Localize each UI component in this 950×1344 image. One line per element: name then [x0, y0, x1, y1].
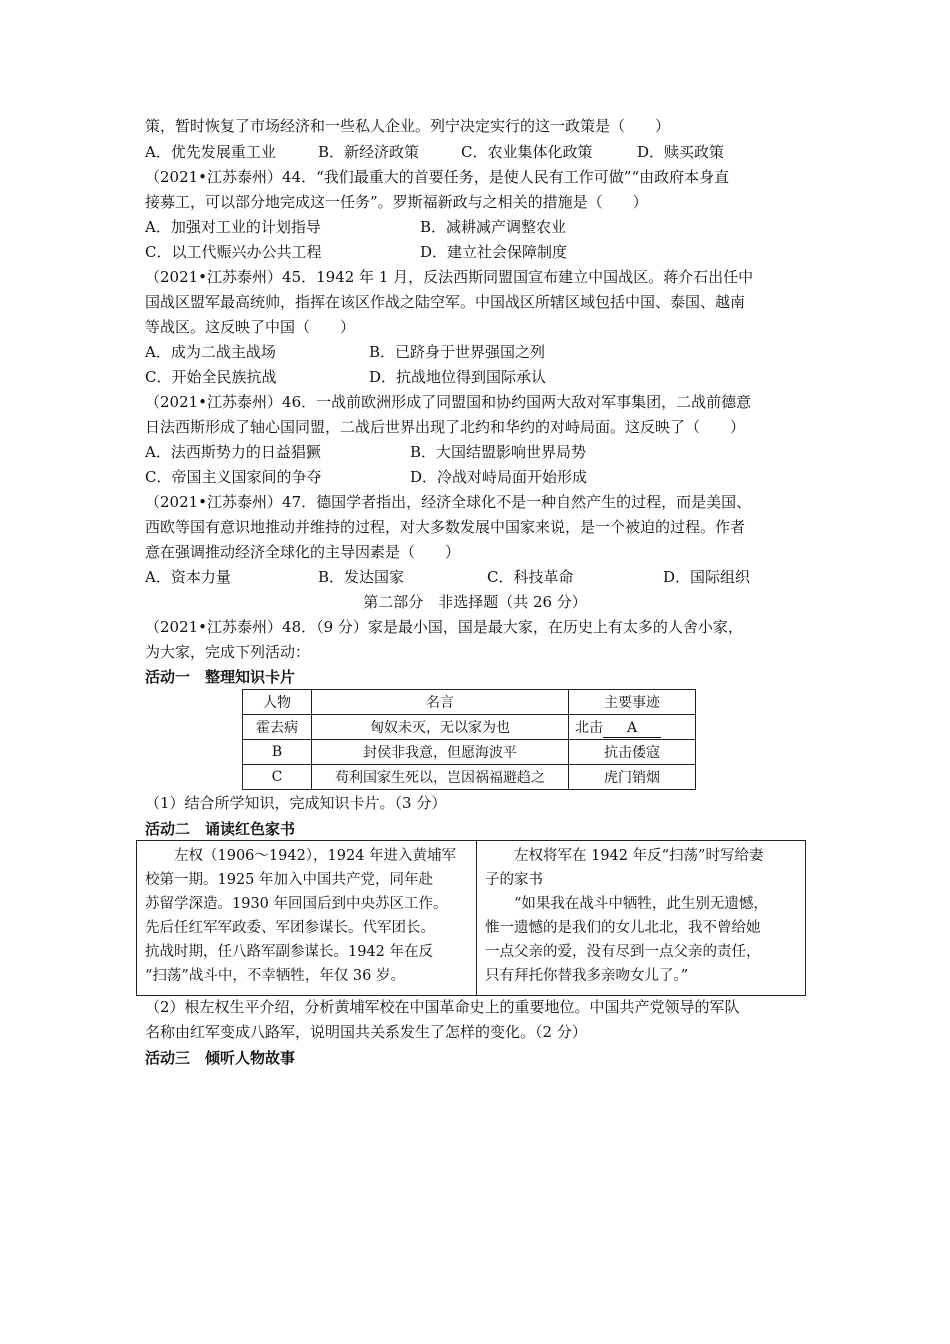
q46-stem-1: （2021•江苏泰州）46．一战前欧洲形成了同盟国和协约国两大敌对军事集团，二战前德意 — [145, 393, 752, 411]
knowledge-card-table — [242, 689, 696, 790]
q47-option-d: D．国际组织 — [663, 568, 751, 586]
q45-stem-1: （2021•江苏泰州）45．1942 年 1 月，反法西斯同盟国宣布建立中国战区。蒋介石出任中 — [145, 268, 754, 286]
biography-line: 校第一期。1925 年加入中国共产党，同年赴 — [145, 872, 434, 888]
q43-option-b: B．新经济政策 — [318, 143, 420, 161]
cell-deeds: 虎门销烟 — [569, 765, 696, 790]
q46-stem-2: 日法西斯形成了轴心国同盟，二战后世界出现了北约和华约的对峙局面。这反映了（ ） — [145, 418, 746, 436]
letter-line: “如果我在战斗中牺牲，此生别无遗憾， — [485, 896, 768, 912]
activity3-title: 活动三 倾听人物故事 — [145, 1049, 296, 1067]
activity1-title: 活动一 整理知识卡片 — [145, 668, 296, 686]
q47-option-c: C．科技革命 — [487, 568, 574, 586]
cell-quote: 匈奴未灭，无以家为也 — [312, 715, 569, 740]
q44-option-d: D．建立社会保障制度 — [420, 243, 568, 261]
table-row — [243, 715, 696, 740]
q47-option-a: A．资本力量 — [145, 568, 231, 586]
q44-option-b: B．减耕减产调整农业 — [420, 218, 567, 236]
red-letter-box — [136, 840, 806, 996]
cell-person: C — [243, 765, 312, 790]
q45-option-d: D．抗战地位得到国际承认 — [369, 368, 547, 386]
q46-option-b: B．大国结盟影响世界局势 — [410, 443, 587, 461]
biography-line: 苏留学深造。1930 年回国后到中央苏区工作。 — [145, 896, 448, 912]
q43-option-c: C．农业集体化政策 — [461, 143, 593, 161]
header-person: 人物 — [243, 690, 312, 715]
table-row — [243, 740, 696, 765]
q45-option-b: B．已跻身于世界强国之列 — [369, 343, 546, 361]
q45-option-a: A．成为二战主战场 — [145, 343, 276, 361]
column-divider — [476, 841, 477, 995]
q44-stem-2: 接募工，可以部分地完成这一任务”。罗斯福新政与之相关的措施是（ ） — [145, 193, 648, 211]
q48-stem-1: （2021•江苏泰州）48．（9 分）家是最小国，国是最大家，在历史上有太多的人舍小家， — [145, 618, 743, 636]
q46-option-c: C．帝国主义国家间的争夺 — [145, 468, 322, 486]
biography-line: 抗战时期，任八路军副参谋长。1942 年在反 — [145, 944, 434, 960]
letter-line: 一点父亲的爱，没有尽到一点父亲的责任， — [485, 944, 761, 960]
deeds-prefix: 北击 — [575, 719, 603, 736]
cell-quote: 封侯非我意，但愿海波平 — [312, 740, 569, 765]
cell-deeds — [569, 715, 696, 740]
q45-stem-2: 国战区盟军最高统帅，指挥在该区作战之陆空军。中国战区所辖区域包括中国、泰国、越南 — [145, 293, 746, 311]
activity2-question-1: （2）根左权生平介绍，分析黄埔军校在中国革命史上的重要地位。中国共产党领导的军队 — [145, 998, 740, 1016]
letter-line: 惟一遗憾的是我们的女儿北北，我不曾给她 — [485, 920, 761, 936]
q47-stem-2: 西欧等国有意识地推动并维持的过程，对大多数发展中国家来说，是一个被迫的过程。作者 — [145, 518, 746, 536]
cell-person: 霍去病 — [243, 715, 312, 740]
header-quote: 名言 — [312, 690, 569, 715]
q46-option-d: D．冷战对峙局面开始形成 — [410, 468, 588, 486]
q45-stem-3: 等战区。这反映了中国（ ） — [145, 318, 356, 336]
header-deeds: 主要事迹 — [569, 690, 696, 715]
q45-option-c: C．开始全民族抗战 — [145, 368, 277, 386]
q47-stem-1: （2021•江苏泰州）47．德国学者指出，经济全球化不是一种自然产生的过程，而是美国、 — [145, 493, 752, 511]
biography-line: “扫荡”战斗中，不幸牺牲，年仅 36 岁。 — [145, 968, 405, 984]
letter-line: 左权将军在 1942 年反“扫荡”时写给妻 — [485, 848, 764, 864]
q47-option-b: B．发达国家 — [318, 568, 405, 586]
q43-stem: 策，暂时恢复了市场经济和一些私人企业。列宁决定实行的这一政策是（ ） — [145, 117, 671, 135]
table-row — [243, 765, 696, 790]
q48-stem-2: 为大家，完成下列活动： — [145, 643, 311, 661]
q44-option-a: A．加强对工业的计划指导 — [145, 218, 321, 236]
part2-title: 第二部分 非选择题（共 26 分） — [363, 593, 587, 611]
letter-line: 子的家书 — [485, 872, 543, 888]
activity2-title: 活动二 诵读红色家书 — [145, 820, 296, 838]
q44-option-c: C．以工代赈兴办公共工程 — [145, 243, 322, 261]
q44-stem-1: （2021•江苏泰州）44．“我们最重大的首要任务，是使人民有工作可做”“由政府本身直 — [145, 168, 730, 186]
blank-a: A — [603, 720, 661, 738]
q43-option-d: D．赎买政策 — [637, 143, 725, 161]
activity2-question-2: 名称由红军变成八路军，说明国共关系发生了怎样的变化。（2 分） — [145, 1023, 587, 1041]
cell-deeds: 抗击倭寇 — [569, 740, 696, 765]
table-header-row — [243, 690, 696, 715]
cell-quote: 苟利国家生死以，岂因祸福避趋之 — [312, 765, 569, 790]
biography-line: 先后任红军军政委、军团参谋长。代军团长。 — [145, 920, 435, 936]
activity1-question: （1）结合所学知识，完成知识卡片。（3 分） — [145, 794, 447, 812]
cell-person: B — [243, 740, 312, 765]
q46-option-a: A．法西斯势力的日益猖獗 — [145, 443, 321, 461]
q43-option-a: A．优先发展重工业 — [145, 143, 276, 161]
biography-line: 左权（1906～1942），1924 年进入黄埔军 — [145, 848, 457, 864]
q47-stem-3: 意在强调推动经济全球化的主导因素是（ ） — [145, 543, 461, 561]
letter-line: 只有拜托你替我多亲吻女儿了。” — [485, 968, 689, 984]
